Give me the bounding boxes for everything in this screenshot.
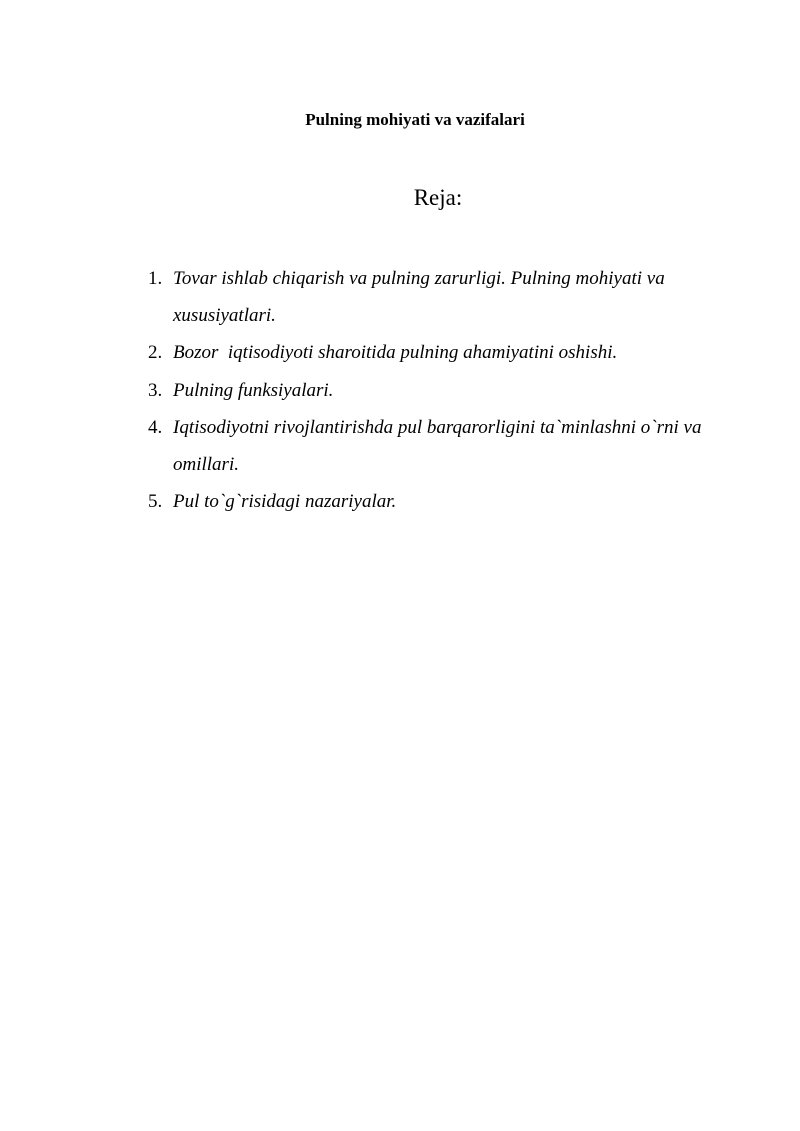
plan-item-text: Bozor iqtisodiyoti sharoitida pulning ahamiyatini oshishi. — [173, 342, 618, 364]
plan-item-number: 3. — [148, 379, 163, 401]
plan-item — [148, 334, 738, 371]
plan-item-text: Iqtisodiyotni rivojlantirishda pul barqarorligini ta`minlashni o`rni va omillari. — [173, 416, 707, 476]
plan-item — [148, 372, 738, 409]
plan-heading: Reja: — [413, 185, 463, 210]
plan-item — [148, 260, 738, 334]
plan-item — [148, 483, 738, 520]
plan-item-text: Pulning funksiyalari. — [173, 379, 334, 401]
plan-item-number: 5. — [148, 491, 163, 513]
plan-item-number: 1. — [148, 268, 163, 289]
document-title: Pulning mohiyati va vazifalari — [305, 110, 525, 129]
plan-item-number: 2. — [148, 342, 163, 364]
plan-item-text: Tovar ishlab chiqarish va pulning zarurligi. Pulning mohiyati va xususiyatlari. — [173, 268, 670, 327]
plan-item-text: Pul to`g`risidagi nazariyalar. — [173, 491, 397, 513]
plan-item — [148, 409, 738, 483]
plan-item-number: 4. — [148, 416, 163, 438]
plan-list — [148, 260, 738, 520]
